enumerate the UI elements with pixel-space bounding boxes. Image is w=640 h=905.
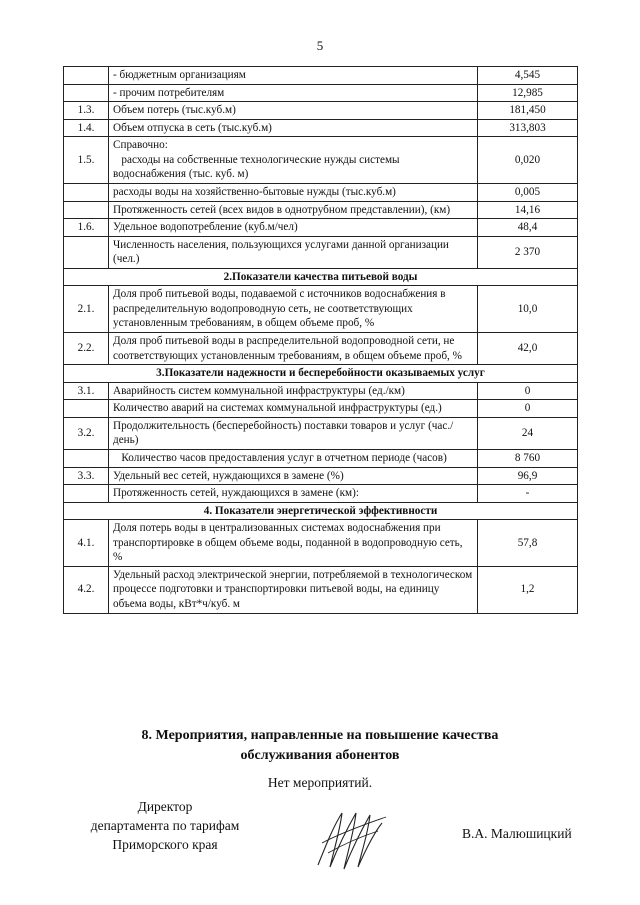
row-number <box>64 236 109 268</box>
section-header: 2.Показатели качества питьевой воды <box>64 268 578 286</box>
row-label: Удельное водопотребление (куб.м/чел) <box>109 219 478 237</box>
row-number <box>64 485 109 503</box>
row-value: 4,545 <box>478 67 578 85</box>
indicators-table-body <box>64 67 578 614</box>
row-value: 96,9 <box>478 467 578 485</box>
section-header-row <box>64 365 578 383</box>
table-row <box>64 183 578 201</box>
row-number: 1.3. <box>64 102 109 120</box>
handwritten-signature <box>312 805 392 875</box>
table-row <box>64 417 578 449</box>
table-row <box>64 333 578 365</box>
section-header-row <box>64 268 578 286</box>
row-number: 1.4. <box>64 119 109 137</box>
table-row <box>64 566 578 613</box>
row-label: Количество аварий на системах коммунальной инфраструктуры (ед.) <box>109 400 478 418</box>
table-row <box>64 236 578 268</box>
row-number: 2.2. <box>64 333 109 365</box>
row-label: Доля проб питьевой воды, подаваемой с источников водоснабжения в распределительную водопроводную сеть, не соответствующих установленным требованиям, в общем объеме проб, % <box>109 286 478 333</box>
row-value: 8 760 <box>478 449 578 467</box>
section-8-text: Нет мероприятий. <box>267 775 373 790</box>
section-header: 3.Показатели надежности и бесперебойности оказываемых услуг <box>64 365 578 383</box>
row-label: Доля проб питьевой воды в распределительной водопроводной сети, не соответствующих установленным требованиям, в общем объеме проб, % <box>109 333 478 365</box>
section-header: 4. Показатели энергетической эффективности <box>64 502 578 520</box>
row-label: Объем потерь (тыс.куб.м) <box>109 102 478 120</box>
table-row <box>64 400 578 418</box>
row-number <box>64 201 109 219</box>
table-row <box>64 219 578 237</box>
row-label: Количество часов предоставления услуг в отчетном периоде (часов) <box>109 449 478 467</box>
signer-title-line1: Директор <box>137 799 193 814</box>
row-number: 3.3. <box>64 467 109 485</box>
row-value: 0 <box>478 382 578 400</box>
row-value: 313,803 <box>478 119 578 137</box>
row-value: 2 370 <box>478 236 578 268</box>
signer-title-line3: Приморского края <box>112 837 218 853</box>
table-row <box>64 67 578 85</box>
table-row <box>64 485 578 503</box>
row-value: 14,16 <box>478 201 578 219</box>
section-8-heading-line1: 8. Мероприятия, направленные на повышение качества <box>141 728 499 743</box>
table-row <box>64 119 578 137</box>
section-header-row <box>64 502 578 520</box>
row-label: - бюджетным организациям <box>109 67 478 85</box>
table-row <box>64 382 578 400</box>
section-8-heading-line2: обслуживания абонентов <box>240 747 400 763</box>
row-number <box>64 449 109 467</box>
row-value: 1,2 <box>478 566 578 613</box>
row-label: Доля потерь воды в централизованных системах водоснабжения при транспортировке в общем объеме воды, поданной в водопроводную сеть, % <box>109 520 478 567</box>
row-number: 4.1. <box>64 520 109 567</box>
page-number: 5 <box>316 38 324 53</box>
row-number: 1.5. <box>64 137 109 184</box>
row-number: 3.2. <box>64 417 109 449</box>
table-row <box>64 84 578 102</box>
table-row <box>64 286 578 333</box>
row-number <box>64 183 109 201</box>
row-value: 0,005 <box>478 183 578 201</box>
row-label: Удельный расход электрической энергии, потребляемой в технологическом процессе подготовки и транспортировки питьевой воды, на единицу объема воды, кВт*ч/куб. м <box>109 566 478 613</box>
row-number <box>64 67 109 85</box>
signer-title-line2: департамента по тарифам <box>90 818 240 834</box>
table-row <box>64 520 578 567</box>
row-label: Протяженность сетей (всех видов в однотрубном представлении), (км) <box>109 201 478 219</box>
row-number: 3.1. <box>64 382 109 400</box>
row-number <box>64 84 109 102</box>
row-value: 57,8 <box>478 520 578 567</box>
signer-name: В.А. Малюшицкий <box>462 826 572 841</box>
row-value: 0 <box>478 400 578 418</box>
indicators-table <box>63 66 578 614</box>
table-row <box>64 102 578 120</box>
row-number: 4.2. <box>64 566 109 613</box>
section-8-heading <box>60 726 580 765</box>
row-label: Удельный вес сетей, нуждающихся в замене (%) <box>109 467 478 485</box>
row-value: 12,985 <box>478 84 578 102</box>
row-label: Продолжительность (бесперебойность) поставки товаров и услуг (час./день) <box>109 417 478 449</box>
row-value: 24 <box>478 417 578 449</box>
row-label: расходы воды на хозяйственно-бытовые нужды (тыс.куб.м) <box>109 183 478 201</box>
row-value: 10,0 <box>478 286 578 333</box>
row-value: 181,450 <box>478 102 578 120</box>
row-label: Численность населения, пользующихся услугами данной организации (чел.) <box>109 236 478 268</box>
row-value: 48,4 <box>478 219 578 237</box>
table-row <box>64 467 578 485</box>
row-label: Протяженность сетей, нуждающихся в замене (км): <box>109 485 478 503</box>
row-label: Справочно: расходы на собственные технологические нужды системы водоснабжения (тыс. куб. м) <box>109 137 478 184</box>
row-label: Аварийность систем коммунальной инфраструктуры (ед./км) <box>109 382 478 400</box>
row-label: - прочим потребителям <box>109 84 478 102</box>
row-value: 0,020 <box>478 137 578 184</box>
row-value: 42,0 <box>478 333 578 365</box>
row-value: - <box>478 485 578 503</box>
table-row <box>64 449 578 467</box>
table-row <box>64 201 578 219</box>
row-label: Объем отпуска в сеть (тыс.куб.м) <box>109 119 478 137</box>
row-number: 2.1. <box>64 286 109 333</box>
row-number <box>64 400 109 418</box>
table-row <box>64 137 578 184</box>
row-number: 1.6. <box>64 219 109 237</box>
signer-title <box>50 797 280 854</box>
